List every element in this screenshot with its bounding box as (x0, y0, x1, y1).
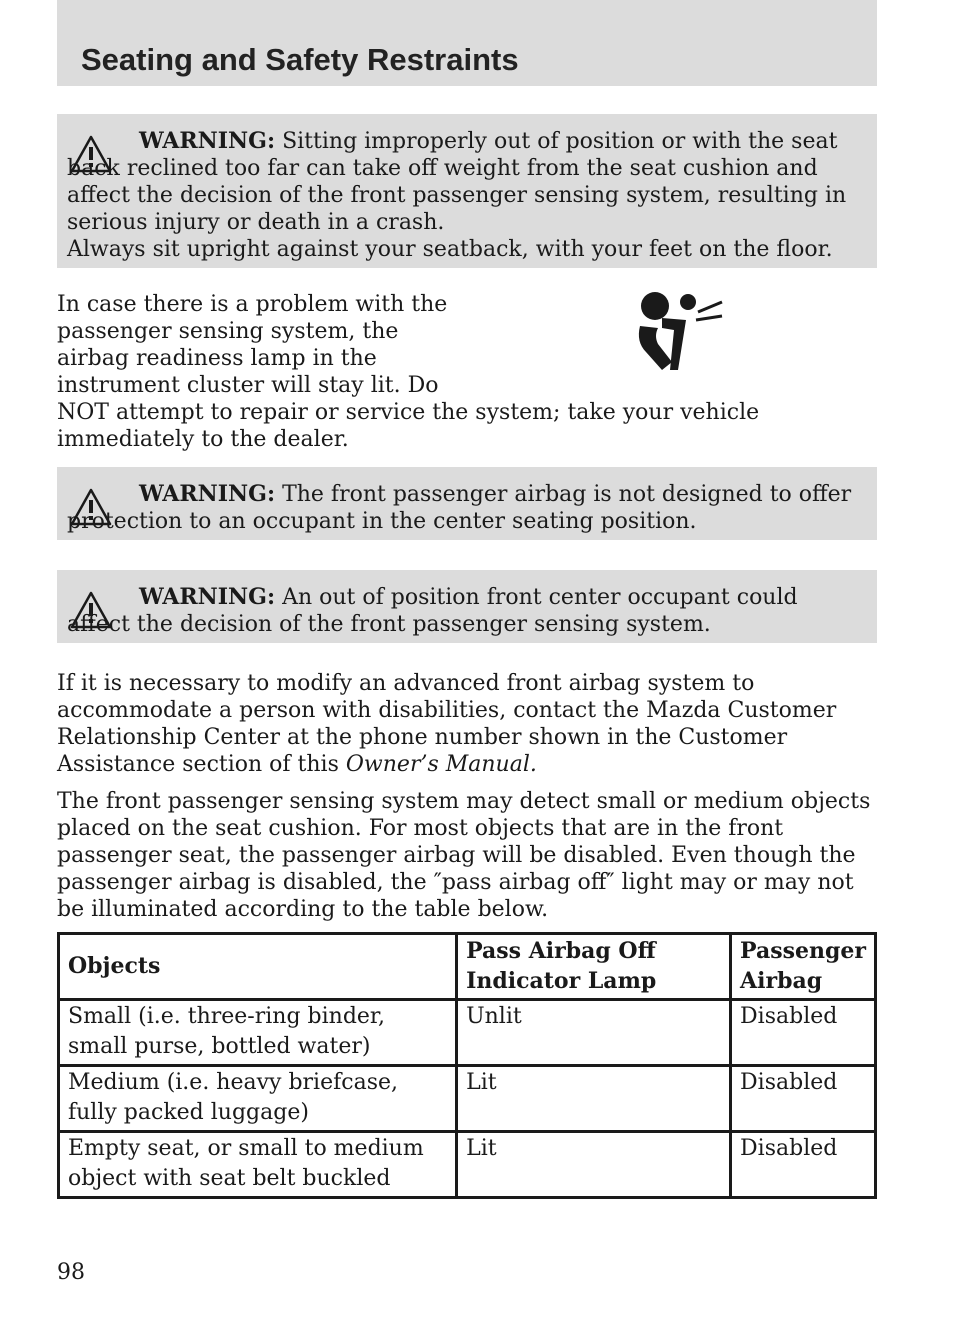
table-row (59, 1066, 876, 1132)
table-cell: Disabled (731, 1066, 876, 1132)
table-cell: Disabled (731, 1132, 876, 1198)
table-header-row (59, 934, 876, 1000)
warning-box-center-occupant (57, 570, 877, 643)
intro-line: passenger sensing system, the (57, 319, 399, 344)
table-cell: Small (i.e. three-ring binder, small purse, bottled water) (59, 1000, 457, 1066)
intro-line: airbag readiness lamp in the (57, 346, 377, 371)
warning-label: WARNING: (139, 584, 276, 610)
page-number: 98 (57, 1260, 85, 1285)
warning-body: An out of position front center occupant could affect the decision of the front passenger sensing system. (67, 585, 798, 637)
paragraph-text: The front passenger sensing system may detect small or medium objects placed on the seat cushion. For most objects that are in the front passenger seat, the passenger airbag will be disabled. Even though the passenger airbag is disabled, the ″pass airbag off″ light may or may not be illuminated according to the table below. (57, 789, 871, 922)
table-cell: Lit (457, 1066, 731, 1132)
column-header-passenger-airbag: Passenger Airbag (731, 934, 876, 1000)
paragraph-text: If it is necessary to modify an advanced front airbag system to accommodate a person with disabilities, contact the Mazda Customer Relationship Center at the phone number shown in the Customer Assistance section of this (57, 671, 837, 777)
section-title: Seating and Safety Restraints (81, 42, 519, 77)
warning-box-center-seat (57, 467, 877, 540)
warning-text (67, 128, 867, 263)
warning-text (67, 481, 867, 535)
column-header-indicator-lamp: Pass Airbag Off Indicator Lamp (457, 934, 731, 1000)
section-header (57, 0, 877, 86)
table-row (59, 1000, 876, 1066)
intro-line: NOT attempt to repair or service the system; take your vehicle (57, 400, 760, 425)
warning-label: WARNING: (139, 481, 276, 507)
warning-label: WARNING: (139, 128, 276, 154)
airbag-readiness-icon (632, 290, 724, 372)
warning-body: The front passenger airbag is not designed to offer protection to an occupant in the center seating position. (67, 482, 852, 534)
objects-table (57, 932, 877, 1199)
warning-body: Sitting improperly out of position or with the seat back reclined too far can take off weight from the seat cushion and affect the decision of the front passenger sensing system, resulting in serious injury or death in a crash. (67, 129, 847, 235)
column-header-objects: Objects (59, 934, 457, 1000)
manual-reference: Owner’s Manual. (345, 752, 537, 777)
intro-line: instrument cluster will stay lit. Do (57, 373, 439, 398)
paragraph-objects (57, 788, 877, 923)
intro-line: In case there is a problem with the (57, 292, 448, 317)
table-cell: Lit (457, 1132, 731, 1198)
table-cell: Medium (i.e. heavy briefcase, fully packed luggage) (59, 1066, 457, 1132)
table-cell: Unlit (457, 1000, 731, 1066)
table-cell: Disabled (731, 1000, 876, 1066)
table-cell: Empty seat, or small to medium object with seat belt buckled (59, 1132, 457, 1198)
warning-box-seating (57, 114, 877, 268)
warning-text (67, 584, 867, 638)
paragraph-modify-airbag (57, 670, 877, 778)
intro-line: immediately to the dealer. (57, 427, 349, 452)
table-row (59, 1132, 876, 1198)
intro-paragraph (57, 291, 877, 453)
warning-extra: Always sit upright against your seatback, with your feet on the floor. (67, 237, 833, 262)
